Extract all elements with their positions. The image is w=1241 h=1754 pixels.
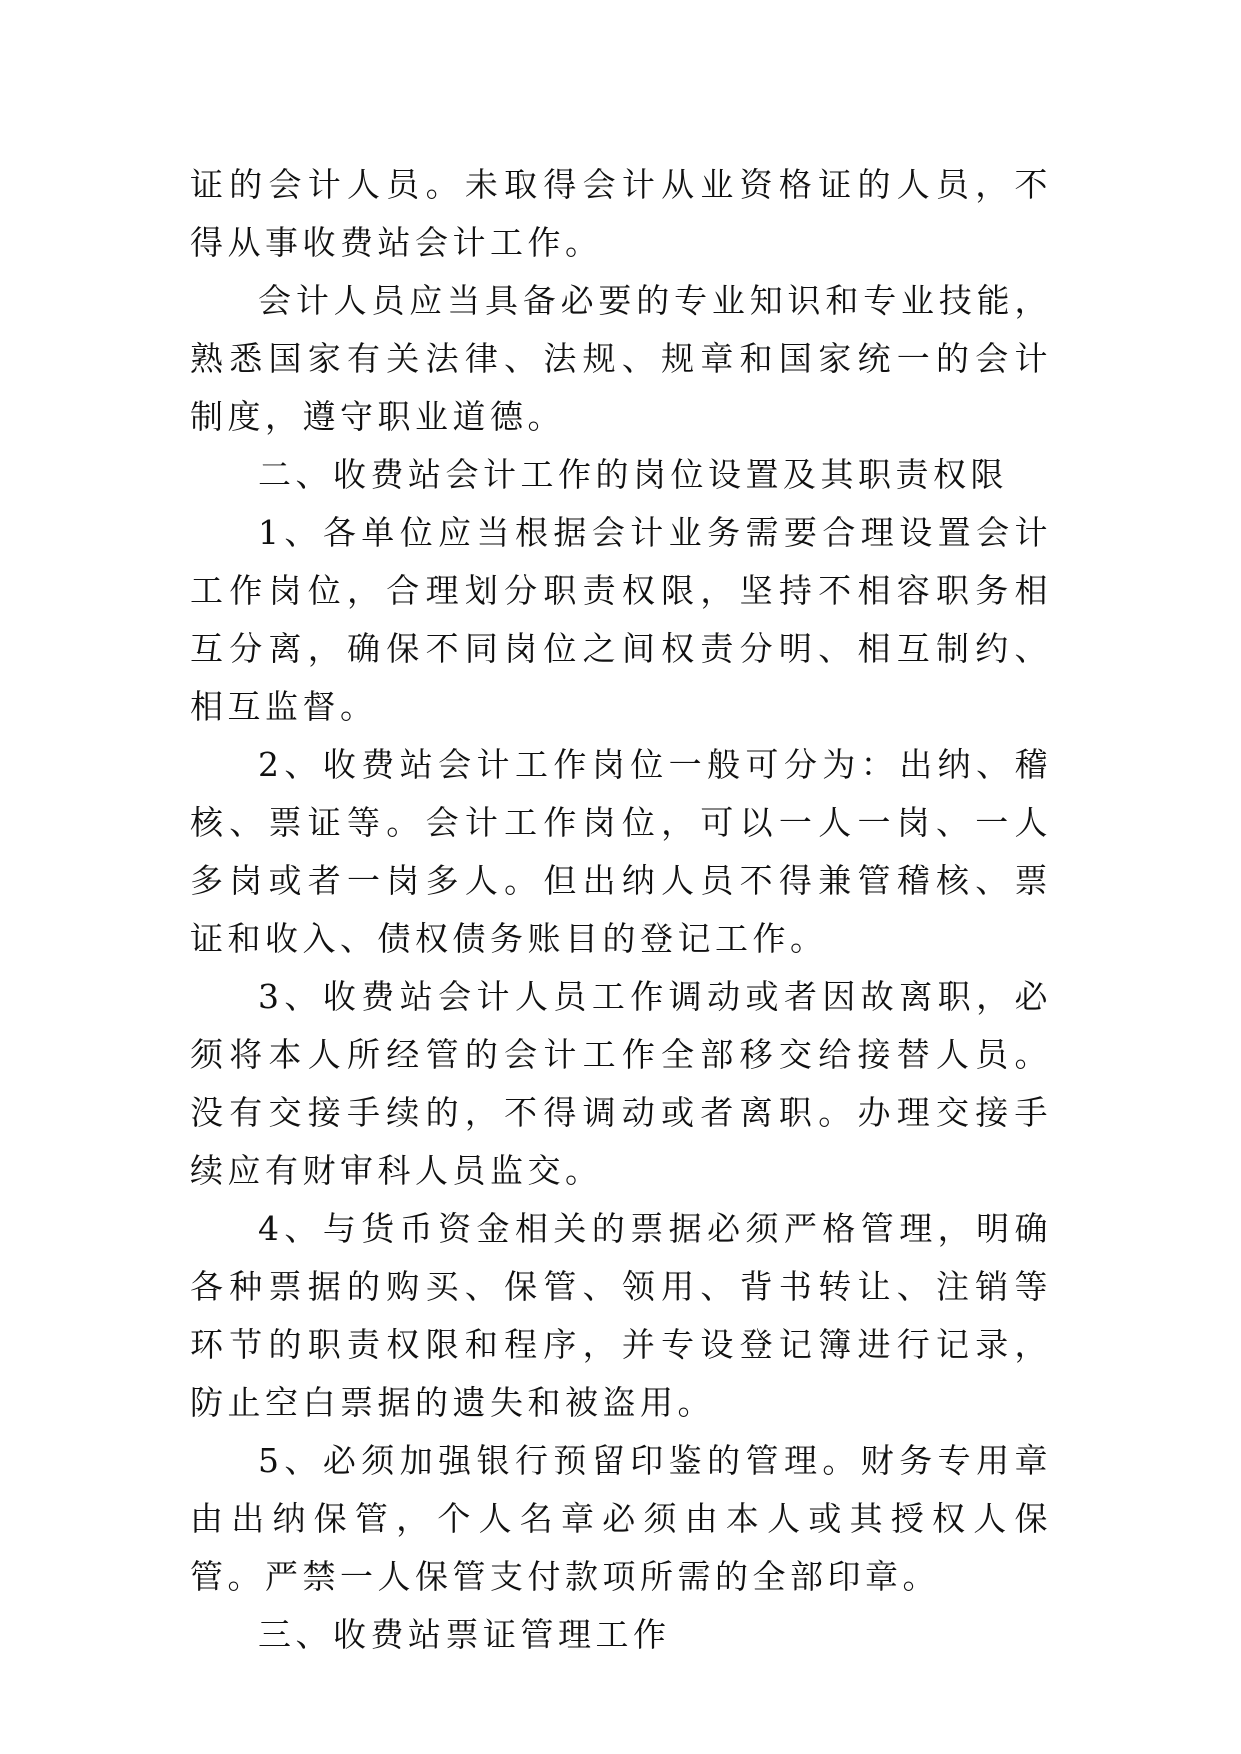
paragraph-continuation: 证的会计人员。未取得会计从业资格证的人员，不得从事收费站会计工作。 (190, 165, 1052, 262)
paragraph-item-1: 1、各单位应当根据会计业务需要合理设置会计工作岗位，合理划分职责权限，坚持不相容职务相互分离，确保不同岗位之间权责分明、相互制约、相互监督。 (190, 513, 1052, 726)
section-heading-3: 三、收费站票证管理工作 (258, 1615, 671, 1654)
paragraph-accountant-qualifications: 会计人员应当具备必要的专业知识和专业技能，熟悉国家有关法律、法规、规章和国家统一的会计制度，遵守职业道德。 (190, 281, 1052, 436)
section-heading-2: 二、收费站会计工作的岗位设置及其职责权限 (258, 455, 1008, 494)
paragraph-item-4: 4、与货币资金相关的票据必须严格管理，明确各种票据的购买、保管、领用、背书转让、注销等环节的职责权限和程序，并专设登记簿进行记录，防止空白票据的遗失和被盗用。 (190, 1209, 1052, 1422)
paragraph-item-2: 2、收费站会计工作岗位一般可分为：出纳、稽核、票证等。会计工作岗位，可以一人一岗、一人多岗或者一岗多人。但出纳人员不得兼管稽核、票证和收入、债权债务账目的登记工作。 (190, 745, 1052, 958)
paragraph-item-5: 5、必须加强银行预留印鉴的管理。财务专用章由出纳保管，个人名章必须由本人或其授权人保管。严禁一人保管支付款项所需的全部印章。 (190, 1441, 1052, 1596)
paragraph-item-3: 3、收费站会计人员工作调动或者因故离职，必须将本人所经管的会计工作全部移交给接替人员。没有交接手续的，不得调动或者离职。办理交接手续应有财审科人员监交。 (190, 977, 1052, 1190)
document-body (190, 156, 1052, 1664)
